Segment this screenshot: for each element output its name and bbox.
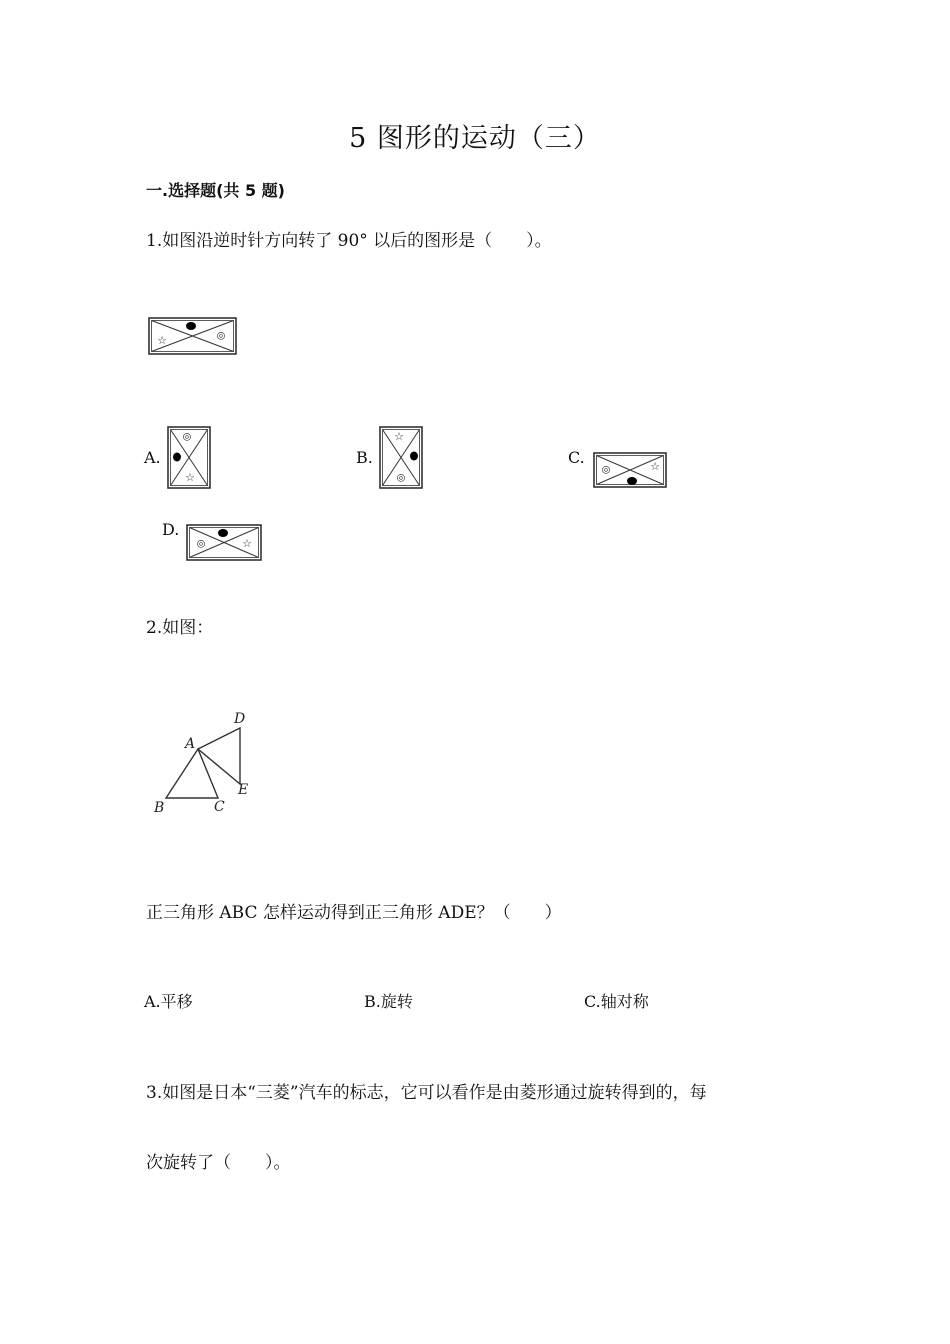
target-symbol: ◎ xyxy=(601,464,611,476)
question-2-prompt: 正三角形 ABC 怎样运动得到正三角形 ADE？（ ） xyxy=(146,903,562,923)
q2-triangle-figure xyxy=(148,706,268,830)
label-b: B xyxy=(154,800,165,816)
question-1-text: 1.如图沿逆时针方向转了 90° 以后的图形是（ ）。 xyxy=(146,231,552,251)
question-2-text: 2.如图： xyxy=(146,618,214,638)
label-c: C xyxy=(214,799,225,815)
target-symbol: ◎ xyxy=(182,431,192,443)
dot-symbol xyxy=(218,529,228,537)
star-symbol: ☆ xyxy=(157,334,167,347)
q1-option-c-label[interactable]: C. xyxy=(568,448,585,467)
section-heading: 一.选择题(共 5 题) xyxy=(146,181,285,200)
page-title: 5 图形的运动（三） xyxy=(349,123,601,154)
dot-symbol xyxy=(410,452,418,461)
q1-option-c-figure xyxy=(593,452,669,490)
q2-option-c[interactable]: C.轴对称 xyxy=(584,992,649,1011)
q2-option-b[interactable]: B.旋转 xyxy=(364,992,413,1011)
q1-option-d-label[interactable]: D. xyxy=(162,520,180,539)
q2-option-a[interactable]: A.平移 xyxy=(144,992,193,1011)
target-symbol: ◎ xyxy=(196,538,206,550)
question-3-text-line-1: 3.如图是日本“三菱”汽车的标志，它可以看作是由菱形通过旋转得到的，每 xyxy=(146,1083,707,1103)
label-e: E xyxy=(238,782,249,798)
question-3-text-line-2: 次旋转了（ ）。 xyxy=(146,1153,291,1173)
star-symbol: ☆ xyxy=(242,537,252,550)
q1-option-d-figure xyxy=(186,524,264,562)
star-symbol: ☆ xyxy=(394,430,404,443)
triangle-abc xyxy=(166,749,218,798)
target-symbol: ◎ xyxy=(396,472,406,484)
triangle-ade xyxy=(198,728,240,784)
q1-option-a-label[interactable]: A. xyxy=(144,448,161,467)
q1-original-figure xyxy=(148,317,238,357)
label-a: A xyxy=(185,736,196,752)
dot-symbol xyxy=(173,453,181,462)
q1-option-b-label[interactable]: B. xyxy=(356,448,373,467)
star-symbol: ☆ xyxy=(185,471,195,484)
dot-symbol xyxy=(186,322,196,330)
target-symbol: ◎ xyxy=(216,330,226,342)
label-d: D xyxy=(234,711,246,727)
q1-option-b-figure xyxy=(379,426,425,490)
star-symbol: ☆ xyxy=(650,460,660,473)
dot-symbol xyxy=(627,477,637,485)
q1-option-a-figure xyxy=(167,426,213,490)
